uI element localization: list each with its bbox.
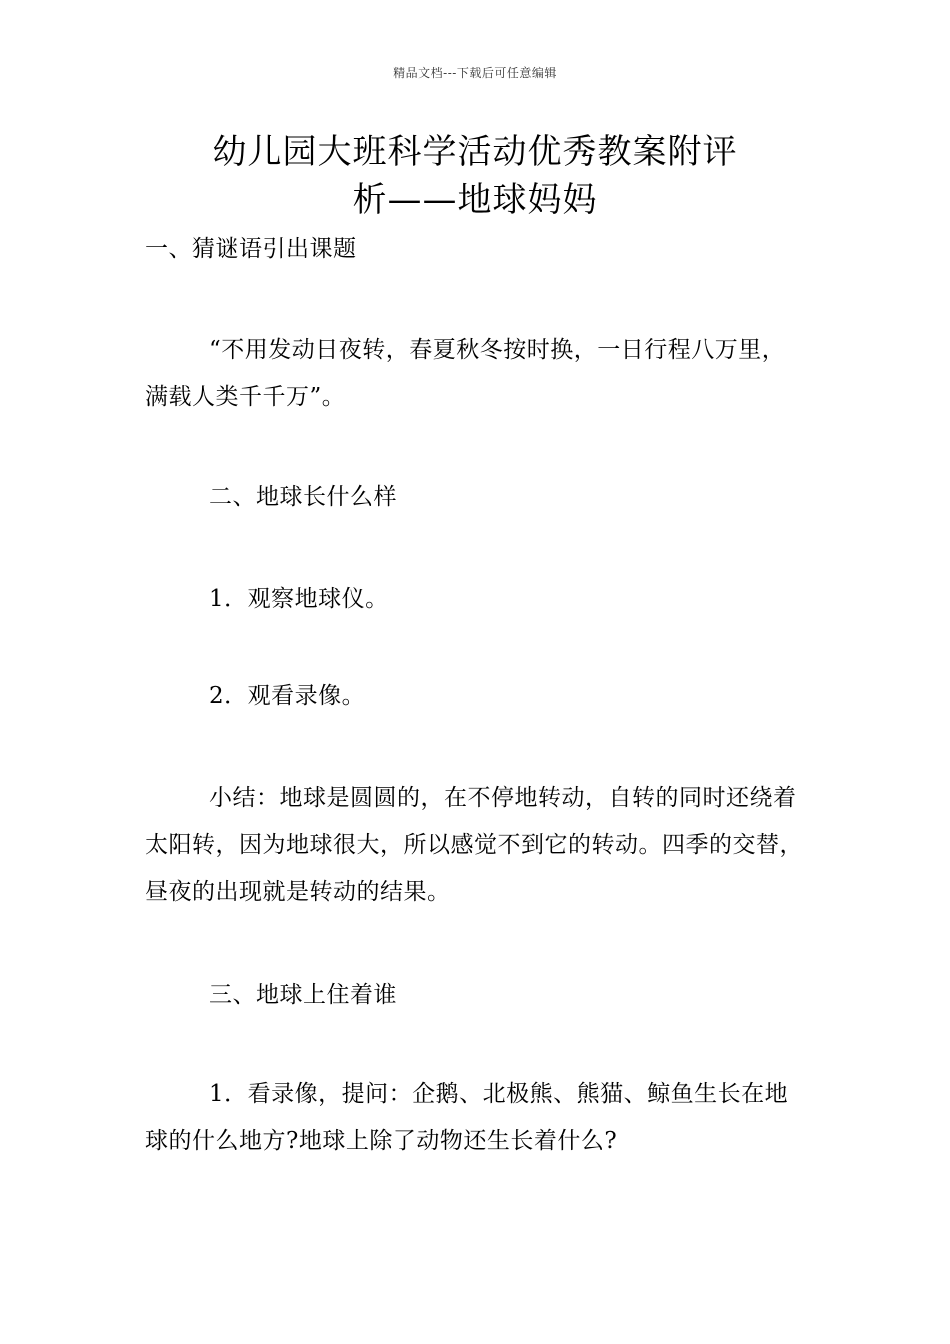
list-item-observe-globe: 1．观察地球仪。	[209, 586, 389, 612]
page-header-watermark: 精品文档---下载后可任意编辑	[393, 66, 557, 80]
list-item-video-questions: 1．看录像，提问：企鹅、北极熊、熊猫、鲸鱼生长在地球的什么地方?地球上除了动物还生长着什么?	[145, 1081, 789, 1154]
section-heading-1: 一、猜谜语引出课题	[145, 236, 357, 262]
title-line-2: 析——地球妈妈	[352, 180, 598, 220]
list-item-watch-video: 2．观看录像。	[209, 683, 366, 709]
section-heading-2: 二、地球长什么样	[209, 484, 397, 510]
title-line-1: 幼儿园大班科学活动优秀教案附评	[212, 132, 738, 172]
summary-paragraph: 小结：地球是圆圆的，在不停地转动，自转的同时还绕着太阳转，因为地球很大，所以感觉不到它的转动。四季的交替，昼夜的出现就是转动的结果。	[145, 785, 803, 905]
section-heading-3: 三、地球上住着谁	[209, 982, 397, 1008]
riddle-paragraph: “不用发动日夜转，春夏秋冬按时换，一日行程八万里，满载人类千千万”。	[145, 337, 786, 410]
document-title	[150, 128, 800, 224]
